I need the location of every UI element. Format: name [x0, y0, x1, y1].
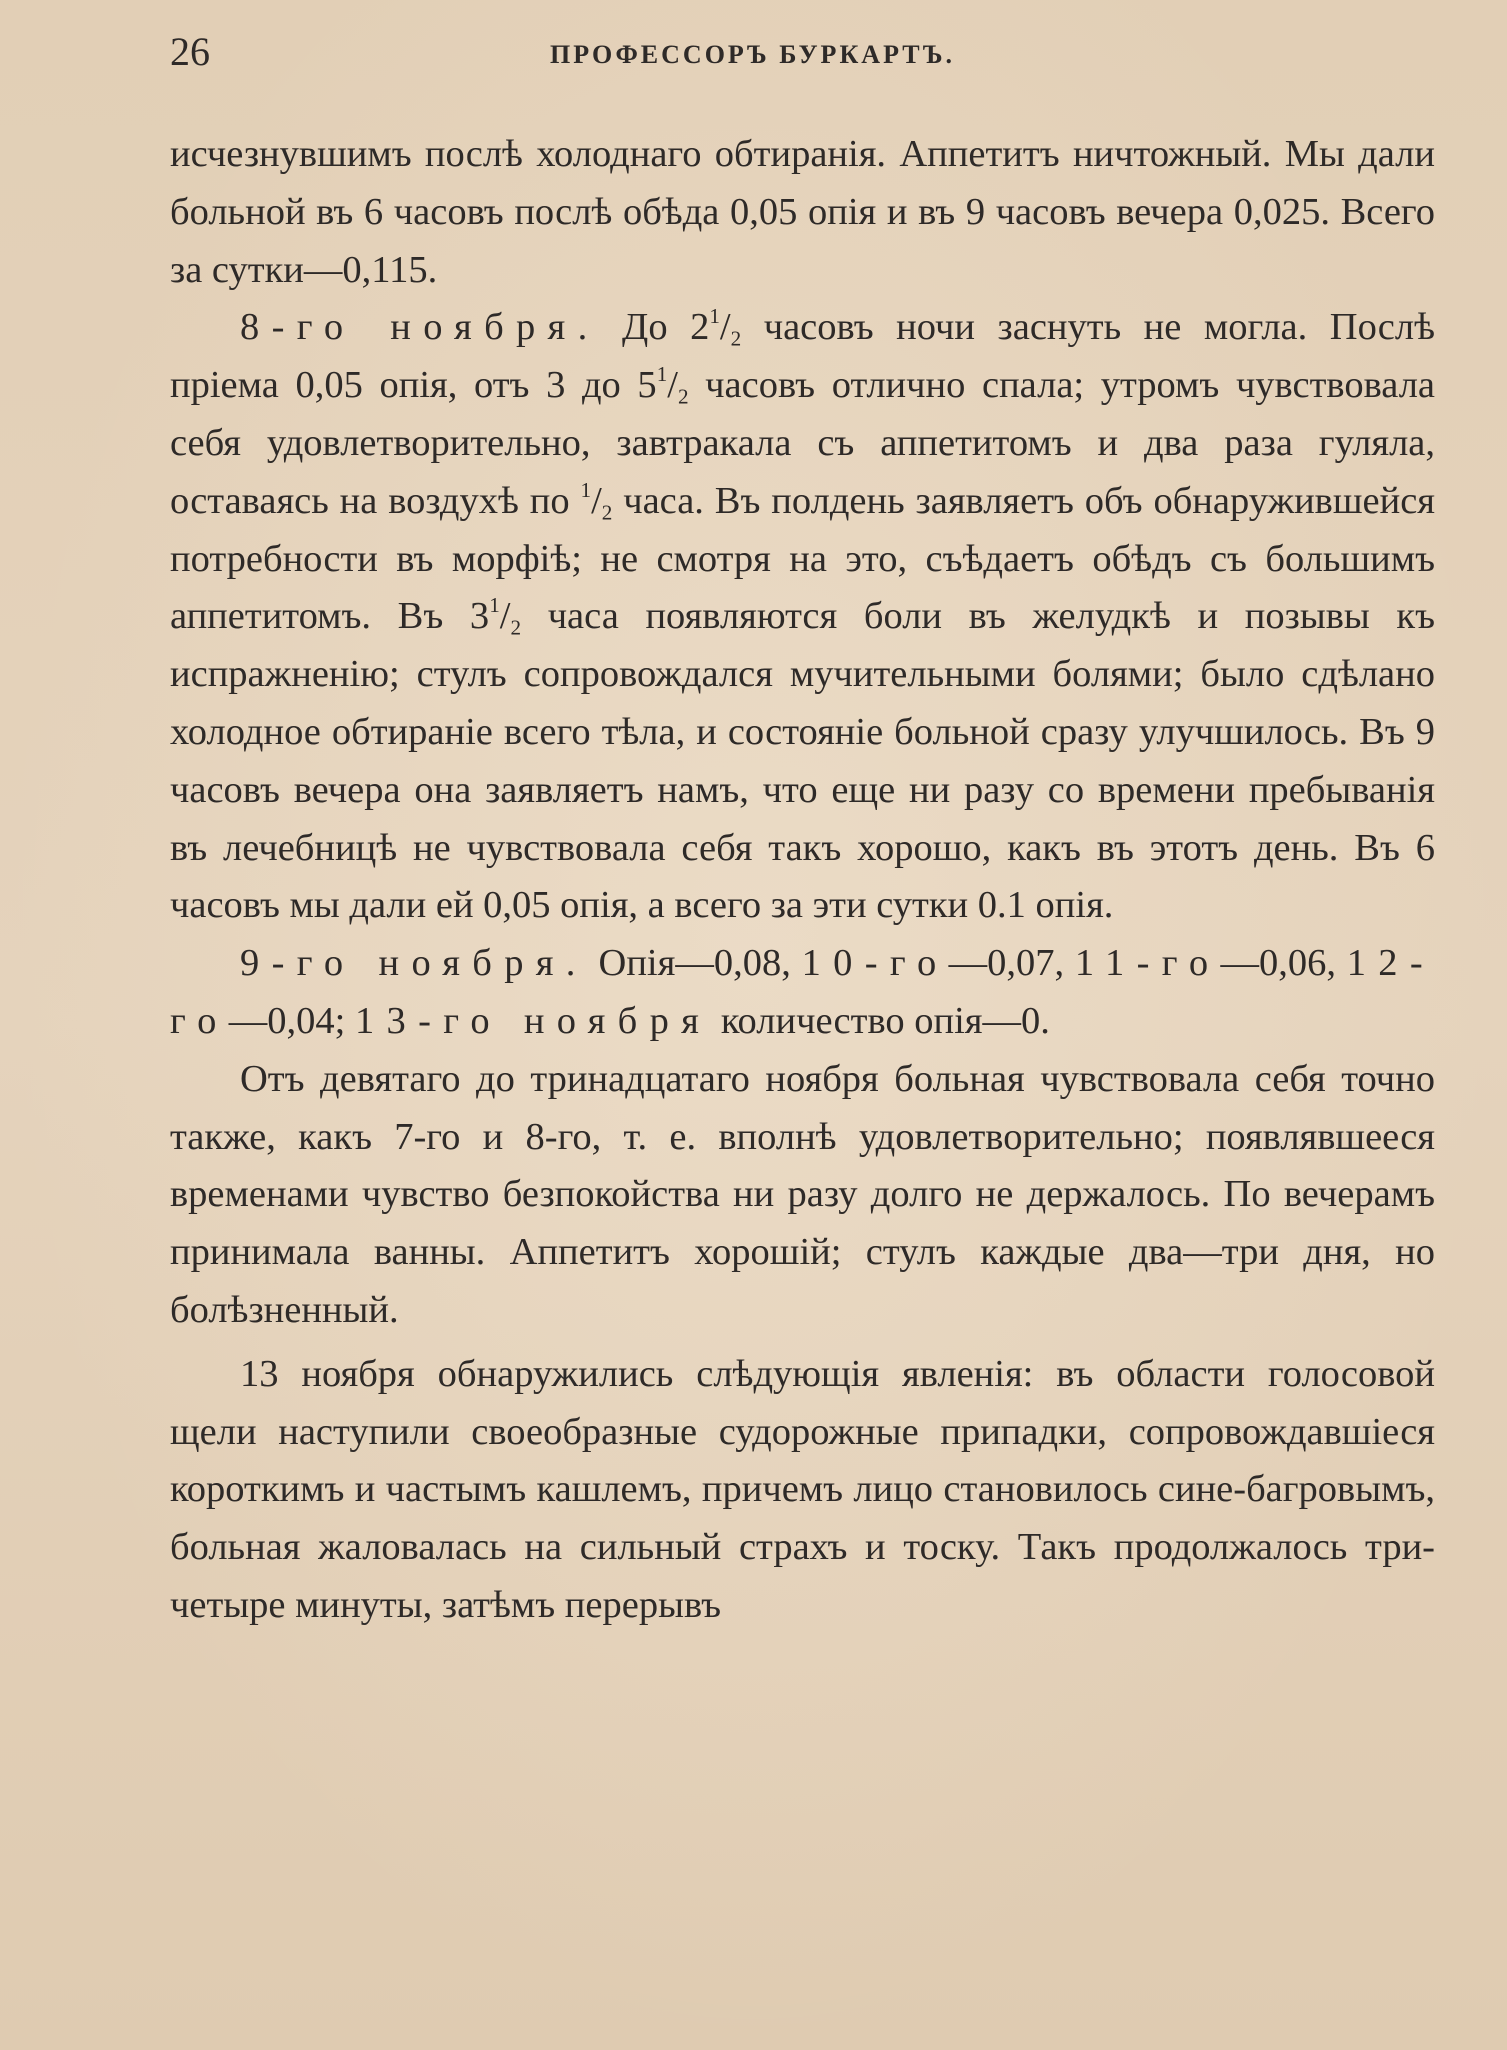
paragraph-nov-13: 13 ноября обнаружились слѣдующія явленія: въ области голосовой щели наступили своеобразные судорожные припадки, сопровождавшіеся короткимъ и частымъ кашлемъ, причемъ лицо становилось сине-багровымъ, больная жаловалась на сильный страхъ и тоску. Такъ продолжалось три-четыре минуты, затѣмъ перерывъ [170, 1352, 1435, 1626]
page-header [170, 22, 1335, 82]
fraction-numerator: 1 [489, 593, 500, 618]
text-run: часа. Въ полдень заявляетъ объ обнаружившейся потребности въ морфіѣ; не смотря на это, съѣдаетъ обѣдъ съ большимъ аппетитомъ. Въ 3 [170, 479, 1435, 638]
text-run: Опія—0,08, [587, 942, 802, 985]
fraction-numerator: 1 [656, 362, 668, 387]
date-heading: 8-го ноября. [240, 306, 600, 349]
fraction-numerator: 1 [580, 477, 592, 502]
text-run: —0,06, [1220, 942, 1347, 985]
paragraph-nov-9-13 [170, 935, 1435, 1051]
text-run: часа появляются боли въ желудкѣ и позывы къ испражненію; стулъ сопровождался мучительными болями; было сдѣлано холодное обтираніе всего тѣла, и состояніе больной сразу улучшилось. Въ 9 часовъ вечера она заявляетъ намъ, что еще ни разу со времени пребыванія въ лечебницѣ не чувствовала себя такъ хорошо, какъ въ этотъ день. Въ 6 часовъ мы дали ей 0,05 опія, а всего за эти сутки 0.1 опія. [170, 595, 1436, 927]
fraction-denominator: 2 [677, 384, 689, 409]
fraction-numerator: 1 [709, 304, 720, 329]
body-text [170, 126, 1435, 1635]
page-number: 26 [170, 29, 210, 74]
date-ref: 11-го [1074, 942, 1221, 985]
text-run: часовъ ночи заснуть не могла. Послѣ пріема 0,05 опія, отъ 3 до 5 [170, 306, 1435, 407]
paragraph-summary: Отъ девятаго до тринадцатаго ноября больная чувствовала себя точно также, какъ 7-го и 8-го, т. е. вполнѣ удовлетворительно; появлявшееся временами чувство безпокойства ни разу долго не держалось. По вечерамъ принимала ванны. Аппетитъ хорошій; стулъ каждые два—три дня, но болѣзненный. [170, 1057, 1435, 1331]
date-ref: 13-го ноября [354, 999, 712, 1042]
paragraph-nov-8: 8-го ноября. До $2^1/_2$ часовъ ночи заснуть не могла. Послѣ пріема 0,05 опія, отъ 3 до $5^1/_2$ часовъ отлично спала; утромъ чувствовала себя удовлетворительно, завтракала съ аппетитомъ и два раза гуляла, оставаясь на воздухѣ по $^1/_2$ часа. Въ полдень заявляетъ объ обнаружившейся потребности въ морфіѣ; не смотря на это, съѣдаетъ обѣдъ съ большимъ аппетитомъ. Въ $3^1/_2$ часа появляются боли въ желудкѣ и позывы къ испражненію; стулъ сопровождался мучительными болями; было сдѣлано холодное обтираніе всего тѣла, и состояніе больной сразу улучшилось. Въ 9 часовъ вечера она заявляетъ намъ, что еще ни разу со времени пребыванія въ лечебницѣ не чувствовала себя такъ хорошо, какъ въ этотъ день. Въ 6 часовъ мы дали ей 0,05 опія, а всего за эти сутки 0.1 опія. [170, 304, 1436, 927]
text-run: До 2 [599, 306, 710, 349]
text-run: —0,07, [948, 942, 1075, 985]
text-run: часовъ отлично спала; утромъ чувствовала себя удовлетворительно, завтракала съ аппетитомъ и два раза гуляла, оставаясь на воздухѣ по [170, 364, 1435, 522]
fraction-denominator: 2 [510, 615, 522, 640]
date-ref: 10-го [801, 942, 949, 985]
date-ref: 12-го [170, 942, 1436, 1042]
running-title: ПРОФЕССОРЪ БУРКАРТЪ. [549, 40, 956, 69]
text-run: —0,04; [228, 999, 355, 1042]
date-heading: 9-го ноября. [240, 942, 588, 985]
text-run: количество опія—0. [711, 999, 1050, 1042]
paragraph-continuation: исчезнувшимъ послѣ холоднаго обтиранія. Аппетитъ ничтожный. Мы дали больной въ 6 часовъ послѣ обѣда 0,05 опія и въ 9 часовъ вечера 0,025. Всего за сутки—0,115. [170, 133, 1435, 291]
fraction-denominator: 2 [730, 326, 742, 351]
fraction-denominator: 2 [601, 500, 613, 525]
